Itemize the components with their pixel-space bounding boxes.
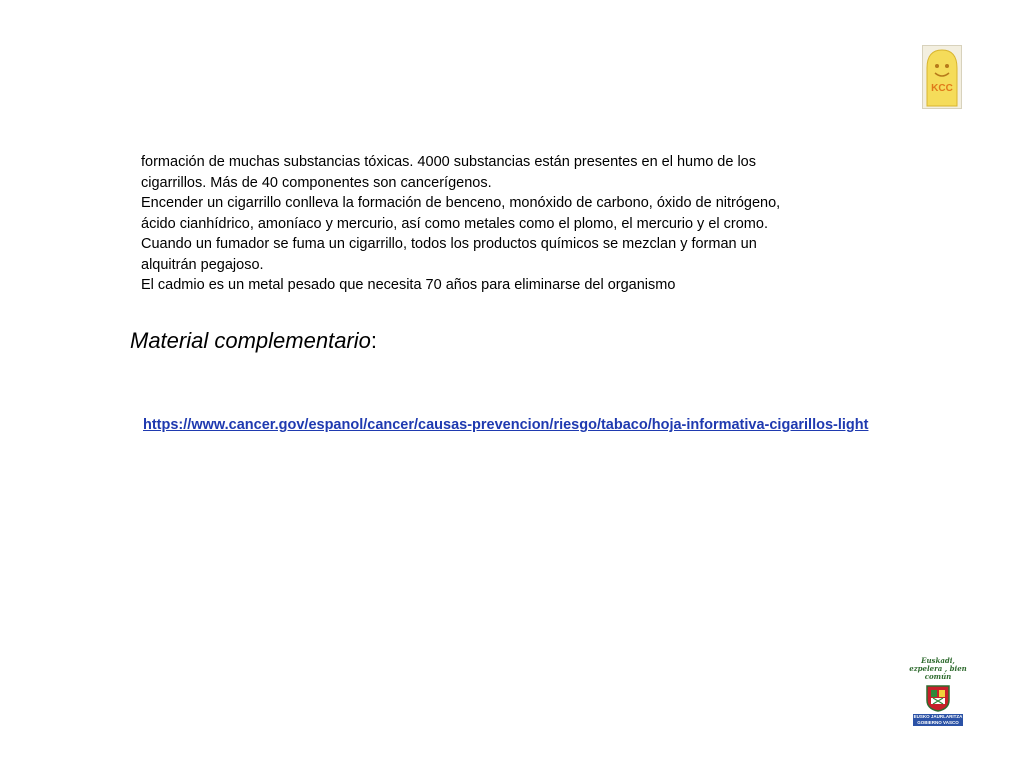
svg-text:KCC: KCC	[931, 83, 953, 94]
body-line: alquitrán pegajoso.	[141, 256, 264, 273]
section-heading	[130, 328, 377, 354]
logo-motto	[908, 657, 968, 681]
basque-government-logo	[908, 656, 968, 725]
kcc-smiley-logo-icon	[923, 46, 961, 108]
body-line: cigarrillos. Más de 40 componentes son cancerígenos.	[141, 174, 492, 191]
body-line: El cadmio es un metal pesado que necesita 70 años para eliminarse del organismo	[141, 277, 676, 293]
gov-line1: EUSKO JAURLARITZA	[913, 714, 963, 719]
gov-line2: GOBIERNO VASCO	[917, 720, 959, 725]
kcc-logo	[922, 45, 962, 109]
basque-government-shield-icon	[923, 684, 953, 712]
gov-name-bar	[913, 714, 963, 726]
body-text	[141, 152, 841, 296]
body-line: Cuando un fumador se fuma un cigarrillo, todos los productos químicos se mezclan y forman un	[141, 236, 757, 252]
motto-line1: Euskadi,	[921, 656, 955, 665]
heading-colon: :	[370, 328, 377, 353]
motto-line2: ezpelera , bien común	[909, 664, 967, 681]
body-line: formación de muchas substancias tóxicas. 4000 substancias están presentes en el humo de los	[141, 154, 756, 170]
reference-link[interactable]: https://www.cancer.gov/espanol/cancer/causas-prevencion/riesgo/tabaco/hoja-informativa-cigarillos-light	[143, 417, 869, 433]
heading-text: Material complementario	[130, 328, 371, 353]
body-line: Encender un cigarrillo conlleva la formación de benceno, monóxido de carbono, óxido de nitrógeno,	[141, 195, 781, 211]
body-line: ácido cianhídrico, amoníaco y mercurio, así como metales como el plomo, el mercurio y el cromo.	[141, 215, 768, 232]
